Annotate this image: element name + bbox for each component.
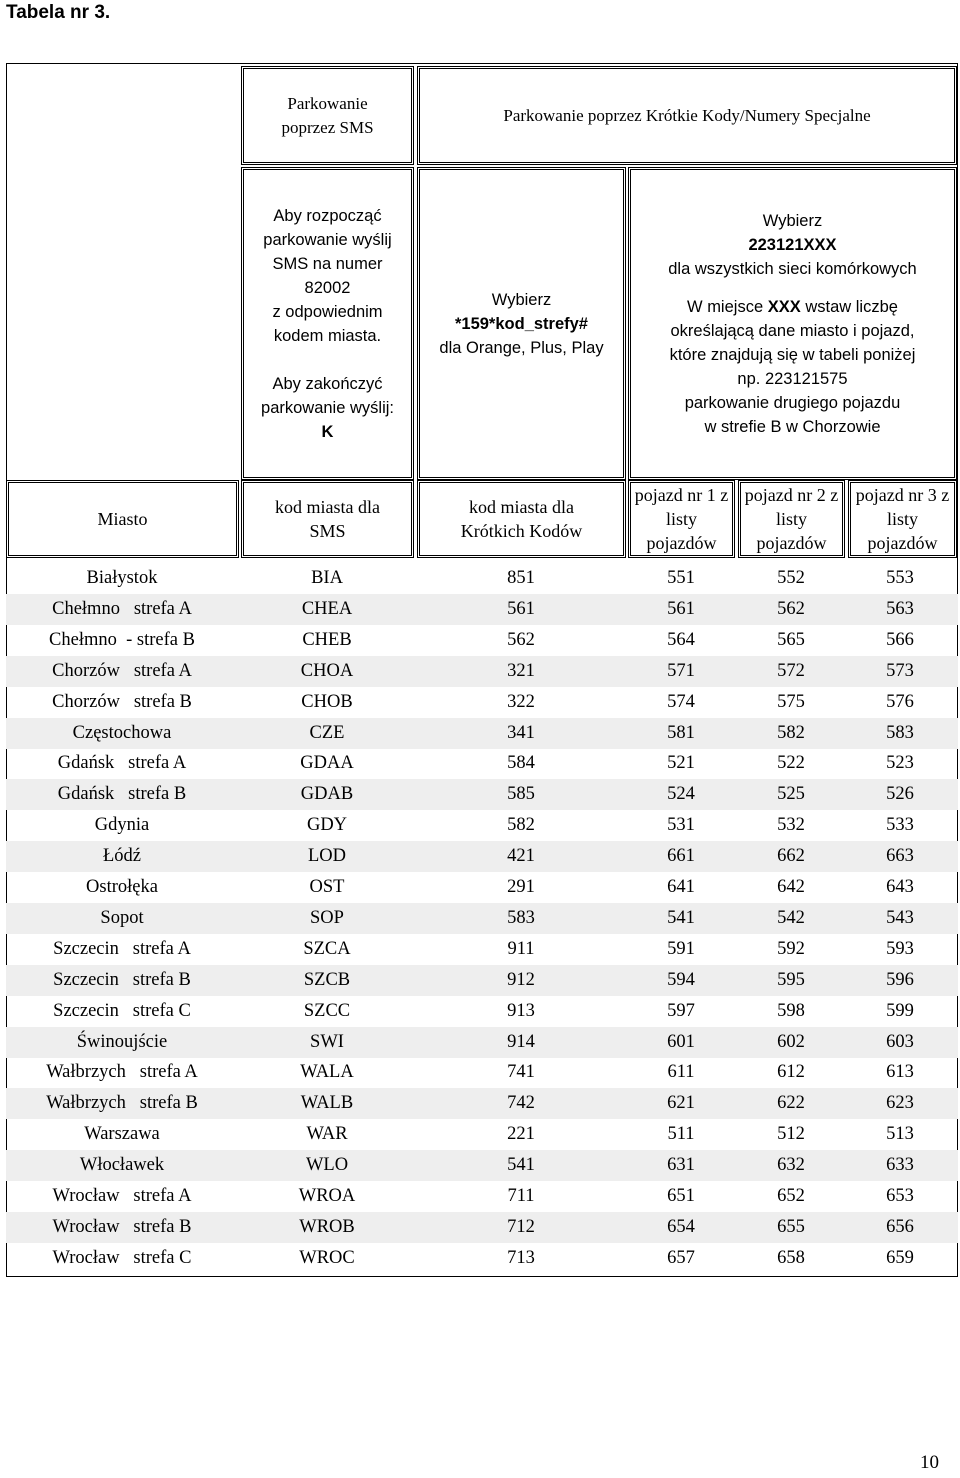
column-header-vehicle-3 [848, 480, 957, 558]
vehicle-2-cell: 632 [777, 1155, 805, 1176]
city-cell: Białystok [86, 568, 158, 588]
vehicle-2-cell: 595 [777, 969, 805, 990]
city-cell: Szczecin strefa C [53, 1000, 191, 1021]
vehicle-1-cell: 641 [667, 877, 695, 897]
sms-code-cell: CHEB [302, 629, 352, 650]
vehicle-3-cell: 596 [886, 969, 914, 990]
short-code-cell: 291 [507, 877, 535, 897]
vehicle-1-cell: 601 [667, 1031, 695, 1052]
sms-instructions-box [241, 167, 414, 480]
column-header-label: Miasto [97, 509, 148, 529]
all-networks-instructions-box [628, 167, 957, 480]
sms-code-cell: WALB [300, 1093, 354, 1114]
sms-code-cell: CHOA [300, 660, 354, 681]
short-codes-header [417, 66, 957, 165]
short-code-cell: 913 [507, 1000, 535, 1021]
column-header-label: pojazd nr 1 z listy pojazdów [634, 485, 729, 553]
sms-code-cell: GDAB [300, 784, 354, 805]
vehicle-1-cell: 621 [667, 1093, 695, 1114]
vehicle-3-cell: 593 [886, 938, 914, 959]
vehicle-1-cell: 531 [667, 815, 695, 836]
column-header-label: pojazd nr 2 z listy pojazdów [744, 485, 839, 553]
sms-instr-line: z odpowiednim [272, 302, 383, 321]
column-header-vehicle-1 [628, 480, 735, 558]
sms-code-cell: WLO [305, 1155, 349, 1176]
vehicle-3-cell: 643 [886, 877, 914, 897]
short-code-cell: 585 [507, 784, 535, 805]
short-code-cell: 322 [507, 691, 535, 712]
sms-code-cell: BIA [311, 568, 343, 588]
city-cell: Wałbrzych strefa A [46, 1062, 198, 1083]
sms-code-cell: SZCA [303, 938, 351, 959]
sms-code-cell: SOP [310, 907, 344, 928]
sms-code-cell: CHEA [301, 598, 353, 619]
vehicle-2-cell: 572 [777, 660, 805, 681]
page-number: 10 [920, 1452, 939, 1473]
vehicle-3-cell: 533 [886, 815, 914, 836]
table-row [6, 1088, 958, 1119]
sms-code-cell: LOD [307, 846, 347, 867]
vehicle-3-cell: 633 [886, 1155, 914, 1176]
city-cell: Łódź [102, 846, 141, 867]
vehicle-3-cell: 603 [886, 1031, 914, 1052]
column-header-city [6, 480, 239, 558]
short-code-pattern: *159*kod_strefy# [454, 314, 588, 333]
table-row [6, 903, 958, 934]
vehicle-2-cell: 562 [777, 598, 805, 619]
city-cell: Ostrołęka [86, 877, 158, 897]
table-row [6, 563, 958, 594]
sms-instr-line: kodem miasta. [273, 326, 382, 345]
short-code-cell: 561 [507, 598, 535, 619]
city-cell: Chorzów strefa A [52, 660, 192, 681]
short-code-cell: 914 [507, 1031, 535, 1052]
table-row [6, 594, 958, 625]
table-row [6, 965, 958, 996]
table-row [6, 779, 958, 810]
vehicle-2-cell: 655 [777, 1216, 805, 1237]
column-header-short-code [417, 480, 626, 558]
city-cell: Szczecin strefa A [53, 938, 191, 959]
sms-code-cell: WROC [299, 1247, 355, 1268]
vehicle-3-cell: 563 [886, 598, 914, 619]
column-header-label: kod miasta dla Krótkich Kodów [460, 497, 583, 541]
sms-code-cell: SZCB [303, 969, 351, 990]
note-placeholder: XXX [767, 297, 801, 316]
spacer [668, 281, 916, 295]
table-row [6, 1057, 958, 1088]
table-row [6, 748, 958, 779]
all-net-code: 223121XXX [748, 235, 837, 254]
table-row [6, 1212, 958, 1243]
note-text: wstaw liczbę [800, 297, 898, 316]
vehicle-2-cell: 598 [777, 1000, 805, 1021]
short-code-choose: Wybierz [491, 290, 552, 309]
vehicle-2-cell: 532 [777, 815, 805, 836]
vehicle-3-cell: 656 [886, 1216, 914, 1237]
city-cell: Świnoujście [76, 1031, 168, 1052]
city-cell: Wrocław strefa B [52, 1216, 192, 1237]
all-net-choose: Wybierz [762, 211, 823, 230]
city-cell: Warszawa [84, 1124, 160, 1145]
vehicle-1-cell: 511 [667, 1124, 695, 1145]
vehicle-2-cell: 602 [777, 1031, 805, 1052]
vehicle-1-cell: 541 [667, 907, 695, 928]
vehicle-1-cell: 574 [667, 691, 695, 712]
table-row [6, 841, 958, 872]
vehicle-3-cell: 583 [886, 722, 914, 743]
vehicle-3-cell: 566 [886, 629, 914, 650]
city-cell: Chełmno - strefa B [49, 629, 195, 650]
table-row [6, 996, 958, 1027]
vehicle-1-cell: 611 [667, 1062, 695, 1083]
vehicle-2-cell: 512 [777, 1124, 805, 1145]
vehicle-1-cell: 651 [667, 1186, 695, 1206]
city-cell: Wrocław strefa A [52, 1186, 192, 1206]
sms-code-cell: WROB [299, 1216, 355, 1237]
vehicle-2-cell: 542 [777, 907, 805, 928]
short-code-cell: 341 [507, 722, 535, 743]
city-cell: Szczecin strefa B [53, 969, 191, 990]
short-code-instructions-box [417, 167, 626, 480]
all-net-networks: dla wszystkich sieci komórkowych [668, 259, 917, 278]
city-cell: Wrocław strefa C [52, 1247, 192, 1268]
table-row [6, 1181, 958, 1212]
vehicle-2-cell: 525 [777, 784, 805, 805]
short-code-cell: 713 [507, 1247, 535, 1268]
sms-instr-line: parkowanie wyślij [263, 230, 392, 249]
short-code-cell: 741 [507, 1062, 535, 1083]
vehicle-2-cell: 592 [777, 938, 805, 959]
sms-code-cell: GDY [306, 815, 348, 836]
vehicle-1-cell: 631 [667, 1155, 695, 1176]
sms-instr-line: SMS na numer [272, 254, 383, 273]
vehicle-1-cell: 581 [667, 722, 695, 743]
vehicle-3-cell: 663 [886, 846, 914, 867]
vehicle-1-cell: 594 [667, 969, 695, 990]
vehicle-1-cell: 564 [667, 629, 695, 650]
sms-instr-line: parkowanie wyślij: [261, 398, 394, 417]
vehicle-2-cell: 522 [777, 753, 805, 774]
table-row [6, 687, 958, 718]
table-row [6, 934, 958, 965]
column-header-label: kod miasta dla SMS [275, 497, 380, 541]
short-codes-header-text: Parkowanie poprzez Krótkie Kody/Numery Specjalne [503, 105, 871, 125]
city-cell: Gdańsk strefa A [57, 753, 187, 774]
all-net-note-line: określającą dane miasto i pojazd, [670, 321, 915, 340]
vehicle-1-cell: 654 [667, 1216, 695, 1237]
vehicle-3-cell: 613 [886, 1062, 914, 1083]
vehicle-1-cell: 661 [667, 846, 695, 867]
spacer [261, 348, 394, 372]
short-code-cell: 541 [507, 1155, 535, 1176]
all-net-note-line: które znajdują się w tabeli poniżej [669, 345, 916, 364]
sms-code-cell: WALA [300, 1062, 354, 1083]
city-cell: Wałbrzych strefa B [46, 1093, 198, 1114]
sms-instr-line: Aby rozpocząć [273, 206, 382, 225]
vehicle-3-cell: 526 [886, 784, 914, 805]
short-code-cell: 583 [507, 907, 535, 928]
short-code-cell: 584 [507, 753, 535, 774]
short-code-networks: dla Orange, Plus, Play [439, 338, 604, 357]
city-cell: Sopot [100, 907, 144, 928]
table-row [6, 1243, 958, 1274]
vehicle-3-cell: 513 [886, 1124, 914, 1145]
vehicle-3-cell: 599 [886, 1000, 914, 1021]
vehicle-3-cell: 553 [886, 568, 914, 588]
vehicle-2-cell: 622 [777, 1093, 805, 1114]
table-row [6, 656, 958, 687]
sms-code-cell: WROA [298, 1186, 356, 1206]
vehicle-1-cell: 591 [667, 938, 695, 959]
short-code-cell: 712 [507, 1216, 535, 1237]
vehicle-2-cell: 652 [777, 1186, 805, 1206]
table-row [6, 1027, 958, 1058]
all-net-note-line: parkowanie drugiego pojazdu [684, 393, 901, 412]
sms-header-line-1: Parkowanie [287, 93, 368, 113]
vehicle-2-cell: 565 [777, 629, 805, 650]
column-header-sms-code [241, 480, 414, 558]
vehicle-1-cell: 521 [667, 753, 695, 774]
short-code-cell: 911 [507, 938, 535, 959]
sms-header-line-2: poprzez SMS [281, 117, 374, 137]
sms-code-cell: CHOB [301, 691, 353, 712]
short-code-cell: 321 [507, 660, 535, 681]
city-cell: Gdynia [94, 815, 150, 836]
vehicle-2-cell: 658 [777, 1247, 805, 1268]
table-row [6, 1150, 958, 1181]
short-code-cell: 421 [507, 846, 535, 867]
short-code-cell: 562 [507, 629, 535, 650]
sms-code-cell: WAR [306, 1124, 348, 1145]
sms-number: 82002 [304, 278, 351, 297]
all-net-note-line: w strefie B w Chorzowie [704, 417, 881, 436]
vehicle-2-cell: 662 [777, 846, 805, 867]
short-code-cell: 912 [507, 969, 535, 990]
city-cell: Gdańsk strefa B [57, 784, 187, 805]
table-row [6, 810, 958, 841]
sms-end-code: K [321, 422, 334, 441]
vehicle-2-cell: 582 [777, 722, 805, 743]
all-net-example: np. 223121575 [737, 369, 848, 388]
sms-code-cell: SWI [310, 1031, 344, 1052]
all-net-note [668, 295, 916, 319]
vehicle-3-cell: 576 [886, 691, 914, 712]
city-cell: Włocławek [79, 1155, 165, 1176]
vehicle-3-cell: 623 [886, 1093, 914, 1114]
sms-instr-line: Aby zakończyć [272, 374, 383, 393]
sms-code-cell: CZE [309, 722, 345, 743]
short-code-cell: 711 [507, 1186, 535, 1206]
vehicle-1-cell: 551 [667, 568, 695, 588]
vehicle-2-cell: 612 [777, 1062, 805, 1083]
vehicle-3-cell: 659 [886, 1247, 914, 1268]
table-row [6, 625, 958, 656]
note-text: W miejsce [687, 297, 768, 316]
city-cell: Chorzów strefa B [52, 691, 192, 712]
column-header-vehicle-2 [738, 480, 845, 558]
vehicle-2-cell: 575 [777, 691, 805, 712]
table-row [6, 718, 958, 749]
short-code-cell: 742 [507, 1093, 535, 1114]
column-header-label: pojazd nr 3 z listy pojazdów [855, 485, 950, 553]
vehicle-1-cell: 524 [667, 784, 695, 805]
vehicle-2-cell: 552 [777, 568, 805, 588]
short-code-cell: 582 [507, 815, 535, 836]
vehicle-1-cell: 561 [667, 598, 695, 619]
vehicle-3-cell: 653 [886, 1186, 914, 1206]
vehicle-3-cell: 573 [886, 660, 914, 681]
vehicle-1-cell: 571 [667, 660, 695, 681]
city-cell: Chełmno strefa A [52, 598, 192, 619]
sms-code-cell: SZCC [303, 1000, 351, 1021]
vehicle-1-cell: 657 [667, 1247, 695, 1268]
vehicle-1-cell: 597 [667, 1000, 695, 1021]
vehicle-3-cell: 543 [886, 907, 914, 928]
sms-code-cell: GDAA [300, 753, 354, 774]
sms-code-cell: OST [309, 877, 345, 897]
short-code-cell: 851 [507, 568, 535, 588]
sms-parking-header [241, 66, 414, 165]
city-cell: Częstochowa [72, 722, 172, 743]
vehicle-3-cell: 523 [886, 753, 914, 774]
vehicle-2-cell: 642 [777, 877, 805, 897]
table-row [6, 872, 958, 903]
table-caption: Tabela nr 3. [6, 2, 111, 23]
table-row [6, 1119, 958, 1150]
short-code-cell: 221 [507, 1124, 535, 1145]
